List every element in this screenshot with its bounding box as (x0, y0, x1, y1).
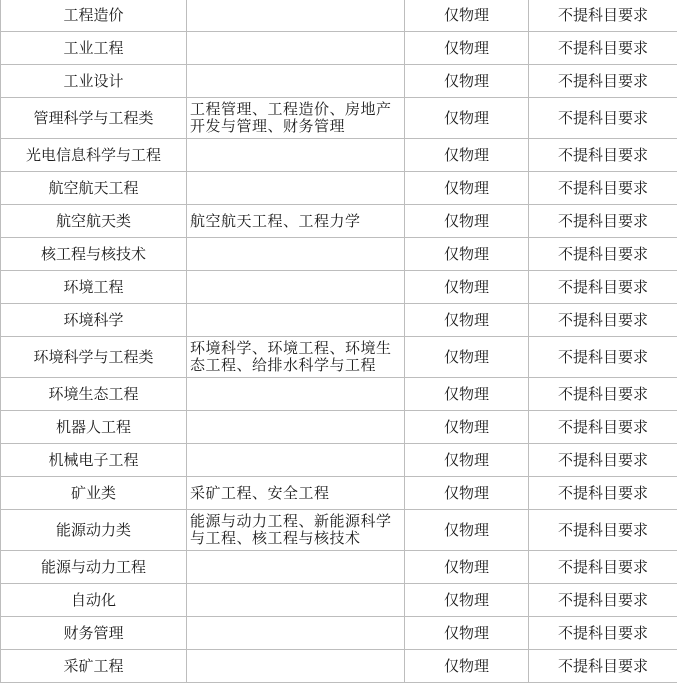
other-requirement: 不提科目要求 (529, 98, 677, 139)
major-name: 矿业类 (1, 477, 187, 510)
subject-requirement: 仅物理 (405, 378, 529, 411)
included-majors (187, 551, 405, 584)
table-row (1, 510, 677, 551)
other-requirement: 不提科目要求 (529, 617, 677, 650)
subject-requirement: 仅物理 (405, 98, 529, 139)
table-row (1, 378, 677, 411)
subject-requirement: 仅物理 (405, 650, 529, 683)
included-majors (187, 584, 405, 617)
other-requirement: 不提科目要求 (529, 551, 677, 584)
major-name: 采矿工程 (1, 650, 187, 683)
included-majors: 能源与动力工程、新能源科学与工程、核工程与核技术 (187, 510, 405, 551)
included-majors (187, 304, 405, 337)
major-name: 环境科学 (1, 304, 187, 337)
major-name: 管理科学与工程类 (1, 98, 187, 139)
subject-requirement: 仅物理 (405, 0, 529, 32)
table-row (1, 271, 677, 304)
included-majors: 工程管理、工程造价、房地产开发与管理、财务管理 (187, 98, 405, 139)
subject-requirement: 仅物理 (405, 304, 529, 337)
included-majors (187, 65, 405, 98)
subject-requirement: 仅物理 (405, 172, 529, 205)
included-majors (187, 444, 405, 477)
other-requirement: 不提科目要求 (529, 477, 677, 510)
other-requirement: 不提科目要求 (529, 510, 677, 551)
table-row (1, 32, 677, 65)
table-row (1, 617, 677, 650)
other-requirement: 不提科目要求 (529, 584, 677, 617)
included-majors (187, 172, 405, 205)
table-row (1, 444, 677, 477)
subject-requirement: 仅物理 (405, 65, 529, 98)
major-name: 环境工程 (1, 271, 187, 304)
major-name: 光电信息科学与工程 (1, 139, 187, 172)
other-requirement: 不提科目要求 (529, 238, 677, 271)
table-row (1, 238, 677, 271)
other-requirement: 不提科目要求 (529, 411, 677, 444)
major-name: 航空航天工程 (1, 172, 187, 205)
included-majors: 采矿工程、安全工程 (187, 477, 405, 510)
table-row (1, 304, 677, 337)
subject-requirement: 仅物理 (405, 477, 529, 510)
included-majors (187, 139, 405, 172)
other-requirement: 不提科目要求 (529, 0, 677, 32)
major-name: 机械电子工程 (1, 444, 187, 477)
major-name: 环境生态工程 (1, 378, 187, 411)
included-majors (187, 617, 405, 650)
subject-requirement: 仅物理 (405, 444, 529, 477)
subject-requirement: 仅物理 (405, 271, 529, 304)
table-row (1, 337, 677, 378)
other-requirement: 不提科目要求 (529, 139, 677, 172)
subject-requirement: 仅物理 (405, 32, 529, 65)
other-requirement: 不提科目要求 (529, 337, 677, 378)
subject-requirement: 仅物理 (405, 584, 529, 617)
other-requirement: 不提科目要求 (529, 205, 677, 238)
other-requirement: 不提科目要求 (529, 65, 677, 98)
major-name: 能源动力类 (1, 510, 187, 551)
table-row (1, 0, 677, 32)
included-majors (187, 271, 405, 304)
major-name: 能源与动力工程 (1, 551, 187, 584)
included-majors (187, 378, 405, 411)
table-row (1, 98, 677, 139)
other-requirement: 不提科目要求 (529, 378, 677, 411)
included-majors (187, 238, 405, 271)
table-row (1, 172, 677, 205)
major-name: 核工程与核技术 (1, 238, 187, 271)
major-name: 自动化 (1, 584, 187, 617)
other-requirement: 不提科目要求 (529, 32, 677, 65)
other-requirement: 不提科目要求 (529, 304, 677, 337)
table-row (1, 477, 677, 510)
table-row (1, 411, 677, 444)
included-majors (187, 650, 405, 683)
table-body (1, 0, 677, 683)
subject-requirement: 仅物理 (405, 551, 529, 584)
included-majors: 环境科学、环境工程、环境生态工程、给排水科学与工程 (187, 337, 405, 378)
included-majors (187, 32, 405, 65)
table-row (1, 139, 677, 172)
included-majors (187, 411, 405, 444)
table-row (1, 650, 677, 683)
included-majors (187, 0, 405, 32)
subject-requirement: 仅物理 (405, 337, 529, 378)
table-row (1, 584, 677, 617)
subject-requirement: 仅物理 (405, 617, 529, 650)
subject-requirement: 仅物理 (405, 238, 529, 271)
table-row (1, 65, 677, 98)
subject-requirement: 仅物理 (405, 411, 529, 444)
major-name: 航空航天类 (1, 205, 187, 238)
subject-requirement: 仅物理 (405, 139, 529, 172)
major-name: 工业工程 (1, 32, 187, 65)
major-name: 工业设计 (1, 65, 187, 98)
table-row (1, 551, 677, 584)
major-name: 机器人工程 (1, 411, 187, 444)
major-name: 财务管理 (1, 617, 187, 650)
subject-requirement: 仅物理 (405, 510, 529, 551)
other-requirement: 不提科目要求 (529, 444, 677, 477)
included-majors: 航空航天工程、工程力学 (187, 205, 405, 238)
other-requirement: 不提科目要求 (529, 271, 677, 304)
subject-requirement: 仅物理 (405, 205, 529, 238)
other-requirement: 不提科目要求 (529, 650, 677, 683)
major-name: 环境科学与工程类 (1, 337, 187, 378)
major-name: 工程造价 (1, 0, 187, 32)
table-row (1, 205, 677, 238)
other-requirement: 不提科目要求 (529, 172, 677, 205)
